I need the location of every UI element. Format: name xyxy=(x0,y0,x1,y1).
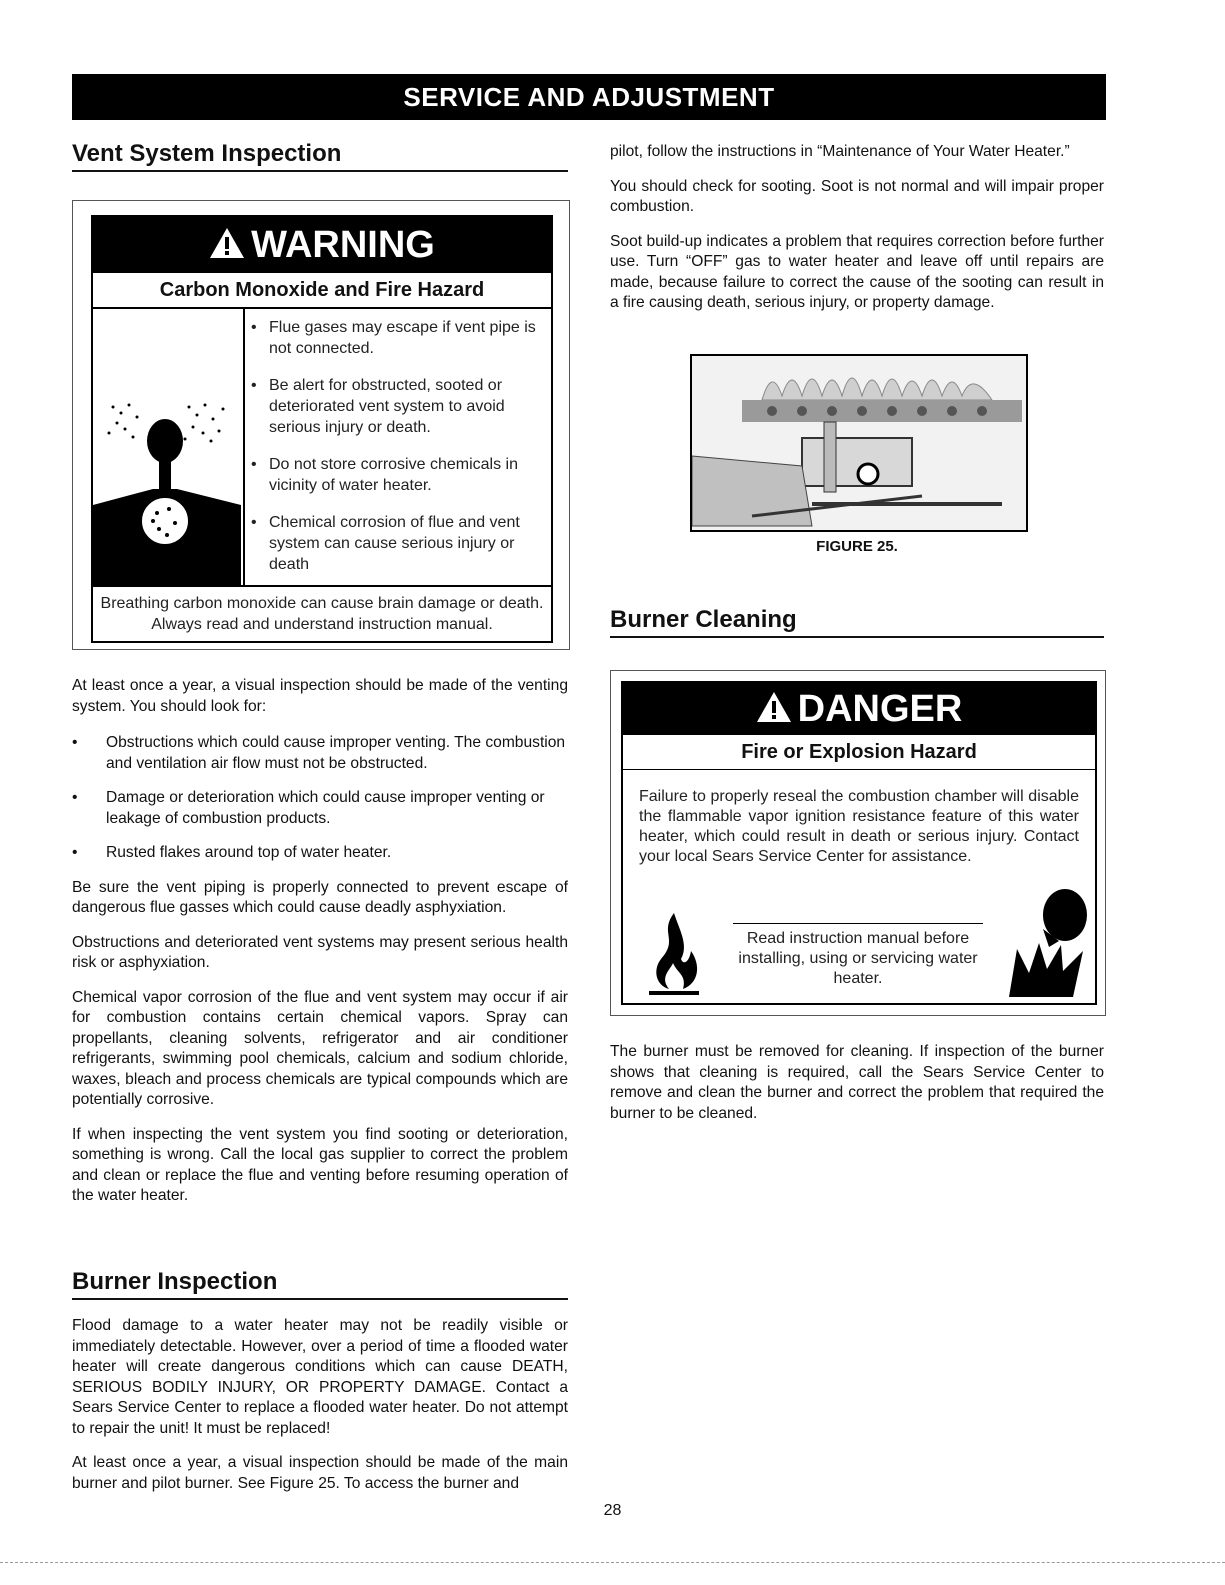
danger-text: Failure to properly reseal the combustion chamber will disable the flammable vapor ignition resistance feature of this water heater, which could result in death or serious injury. Contact your local Sears Service Center for assistance. xyxy=(639,788,1079,865)
paragraph: pilot, follow the instructions in “Maintenance of Your Water Heater.” xyxy=(610,143,1070,160)
warning-item: Be alert for obstructed, sooted or deteriorated vent system to avoid serious injury or death. xyxy=(269,377,505,436)
danger-subtitle: Fire or Explosion Hazard xyxy=(623,735,1095,770)
list-item: Rusted flakes around top of water heater. xyxy=(106,844,392,861)
warning-triangle-icon xyxy=(209,219,245,275)
paragraph: Chemical vapor corrosion of the flue and vent system may occur if air for combustion contains certain chemical vapors. Spray can propellants, cleaning solvents, refrigerator and air conditioner refrigerants, swimming pool chemicals, calcium and sodium chloride, waxes, bleach and process chemicals are typical compounds which are potentially corrosive. xyxy=(72,988,568,1108)
intro-paragraph: At least once a year, a visual inspection should be made of the venting system. You should look for: xyxy=(72,677,568,715)
burner-cleaning-heading: Burner Cleaning xyxy=(610,606,797,633)
warning-title-bar xyxy=(93,217,551,273)
paragraph: If when inspecting the vent system you find sooting or deterioration, something is wrong. Call the local gas supplier to correct the problem and clean or replace the flue and venting before resuming operation of the water heater. xyxy=(72,1125,568,1204)
left-body-1 xyxy=(72,676,568,1207)
vent-heading: Vent System Inspection xyxy=(72,140,342,167)
look-for-list: • Obstructions which could cause improper venting. The combustion and ventilation air flow must not be obstructed. • Damage or deterioration which could cause improper venting or leakage of combustion products. • Rusted flakes around top of water heater. xyxy=(72,733,568,864)
warning-list: • Flue gases may escape if vent pipe is not connected. • Be alert for obstructed, sooted or deteriorated vent system to avoid serious injury or death. • Do not store corrosive chemicals in vicinity of water heater. • Chemical corrosion of flue and vent system can cause serious injury or death xyxy=(251,317,543,591)
paragraph: The burner must be removed for cleaning. If inspection of the burner shows that cleaning is required, call the Sears Service Center to remove and clean the burner and correct the problem that required the burner to be cleaned. xyxy=(610,1043,1104,1122)
burner-figure xyxy=(690,354,1028,532)
heading-rule xyxy=(610,636,1104,638)
danger-title: DANGER xyxy=(797,688,963,730)
paragraph: You should check for sooting. Soot is not normal and will impair proper combustion. xyxy=(610,177,1104,215)
paragraph: At least once a year, a visual inspection should be made of the main burner and pilot burner. See Figure 25. To access the burner and xyxy=(72,1454,568,1492)
heading-rule xyxy=(72,1298,568,1300)
vent-heading-block xyxy=(72,140,568,172)
page-number: 28 xyxy=(603,1502,622,1519)
warning-title: WARNING xyxy=(251,224,435,266)
figure-caption: FIGURE 25. xyxy=(816,538,898,555)
paragraph: Obstructions and deteriorated vent systems may present serious health risk or asphyxiation. xyxy=(72,933,568,971)
heading-rule xyxy=(72,170,568,172)
warning-item: Flue gases may escape if vent pipe is not connected. xyxy=(269,319,536,357)
flame-icon xyxy=(639,909,709,1002)
paragraph: Flood damage to a water heater may not be readily visible or immediately detectable. However, over a period of time a flooded water heater will create dangerous conditions which can cause DEATH, SERIOUS BODILY INJURY, OR PROPERTY DAMAGE. Contact a Sears Service Center to replace a flooded water heater. Do not attempt to repair the unit! It must be replaced! xyxy=(72,1317,568,1437)
page-bottom-rule xyxy=(0,1562,1225,1564)
danger-title-bar xyxy=(623,683,1095,735)
warning-item: Chemical corrosion of flue and vent system can cause serious injury or death xyxy=(269,514,520,573)
warning-triangle-icon xyxy=(756,685,792,737)
warning-item: Do not store corrosive chemicals in vicinity of water heater. xyxy=(269,456,518,494)
right-body-2 xyxy=(610,1042,1104,1124)
danger-note: Read instruction manual before installing, using or servicing water heater. xyxy=(738,930,978,987)
section-banner: SERVICE AND ADJUSTMENT xyxy=(72,74,1106,120)
right-body-1 xyxy=(610,142,1104,314)
warning-subtitle: Carbon Monoxide and Fire Hazard xyxy=(93,273,551,309)
list-item: Obstructions which could cause improper venting. The combustion and ventilation air flow must not be obstructed. xyxy=(106,734,566,772)
explosion-icon xyxy=(1003,889,1093,1002)
danger-box xyxy=(610,670,1106,1016)
burner-cleaning-block xyxy=(610,606,1104,638)
paragraph: Soot build-up indicates a problem that requires correction before further use. Turn “OFF” gas to water heater and leave off until repairs are made, because failure to correct the cause of the sooting can result in a fire causing death, serious injury, or property damage. xyxy=(610,232,1104,311)
warning-footer: Breathing carbon monoxide can cause brain damage or death. Always read and understand instruction manual. xyxy=(100,595,544,633)
paragraph: Be sure the vent piping is properly connected to prevent escape of dangerous flue gasses which could cause deadly asphyxiation. xyxy=(72,878,568,916)
warning-box xyxy=(72,200,570,650)
list-item: Damage or deterioration which could cause improper venting or leakage of combustion products. xyxy=(106,789,545,827)
burner-inspection-heading: Burner Inspection xyxy=(72,1268,278,1295)
carbon-monoxide-person-icon xyxy=(93,309,245,585)
divider xyxy=(733,923,983,924)
burner-inspection-block xyxy=(72,1268,568,1494)
